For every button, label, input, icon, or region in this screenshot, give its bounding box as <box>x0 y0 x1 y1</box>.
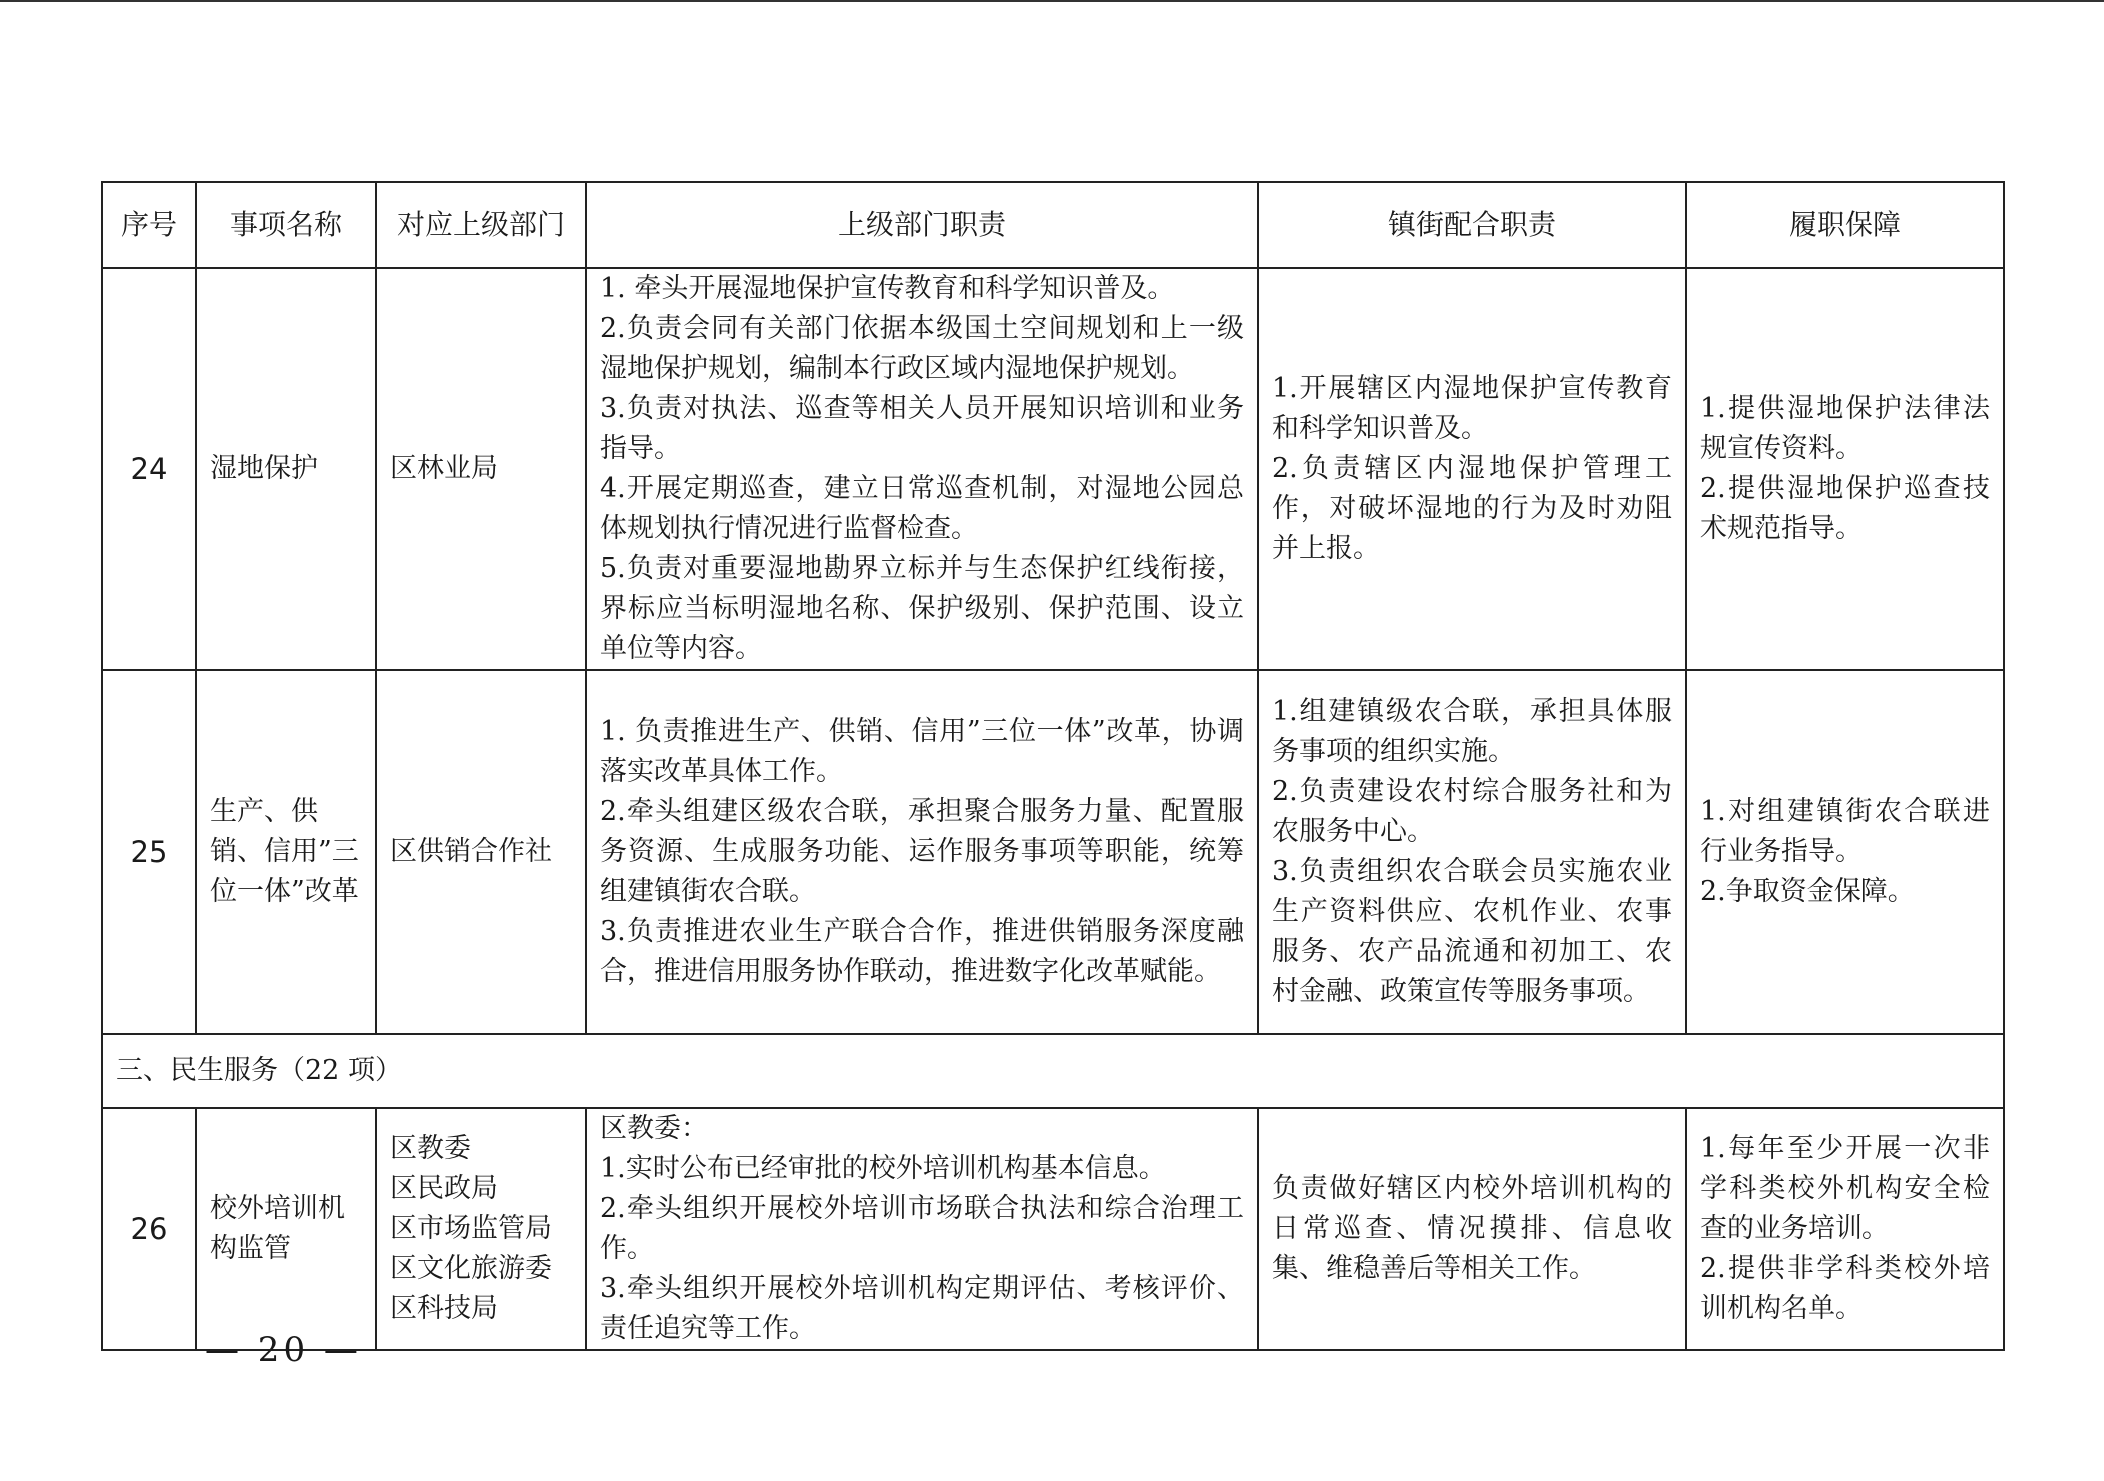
guarantee-line: 1.每年至少开展一次非学科类校外机构安全检查的业务培训。 <box>1700 1133 1990 1244</box>
row-town-duty <box>1258 670 1686 1034</box>
row-no: 26 <box>102 1108 196 1350</box>
row-guarantee <box>1686 670 2004 1034</box>
dept-line: 区林业局 <box>390 453 498 484</box>
guarantee-line: 2.提供非学科类校外培训机构名单。 <box>1700 1253 1990 1324</box>
header-upper-duty: 上级部门职责 <box>586 182 1258 268</box>
header-town-duty: 镇街配合职责 <box>1258 182 1686 268</box>
duty-line: 2.负责会同有关部门依据本级国土空间规划和上一级湿地保护规划，编制本行政区域内湿地保护规划。 <box>600 313 1244 384</box>
header-no: 序号 <box>102 182 196 268</box>
dept-line: 区民政局 <box>390 1173 498 1204</box>
header-dept: 对应上级部门 <box>376 182 586 268</box>
section-heading: 三、民生服务（22 项） <box>102 1034 2004 1108</box>
duty-line: 2.牵头组建区级农合联，承担聚合服务力量、配置服务资源、生成服务功能、运作服务事项等职能，统筹组建镇街农合联。 <box>600 796 1244 907</box>
guarantee-line: 1.对组建镇街农合联进行业务指导。 <box>1700 796 1990 867</box>
header-guarantee: 履职保障 <box>1686 182 2004 268</box>
row-guarantee <box>1686 268 2004 670</box>
row-dept <box>376 1108 586 1350</box>
duty-line: 4.开展定期巡查，建立日常巡查机制，对湿地公园总体规划执行情况进行监督检查。 <box>600 473 1244 544</box>
duty-line: 1. 负责推进生产、供销、信用”三位一体”改革，协调落实改革具体工作。 <box>600 716 1244 787</box>
duty-line: 1.组建镇级农合联，承担具体服务事项的组织实施。 <box>1272 696 1672 767</box>
dept-line: 区科技局 <box>390 1293 498 1324</box>
table-row <box>102 268 2004 670</box>
duty-line: 1. 牵头开展湿地保护宣传教育和科学知识普及。 <box>600 273 1175 304</box>
table-row <box>102 670 2004 1034</box>
top-border-line <box>0 0 2104 2</box>
duty-line: 3.牵头组织开展校外培训机构定期评估、考核评价、责任追究等工作。 <box>600 1273 1244 1344</box>
duty-line: 2.牵头组织开展校外培训市场联合执法和综合治理工作。 <box>600 1193 1244 1264</box>
section-row <box>102 1034 2004 1108</box>
row-upper-duty <box>586 268 1258 670</box>
duty-line: 3.负责组织农合联会员实施农业生产资料供应、农机作业、农事服务、农产品流通和初加工、农村金融、政策宣传等服务事项。 <box>1272 856 1672 1007</box>
duty-line: 3.负责推进农业生产联合合作，推进供销服务深度融合，推进信用服务协作联动，推进数字化改革赋能。 <box>600 916 1244 987</box>
row-item-name: 生产、供销、信用”三位一体”改革 <box>196 670 376 1034</box>
duty-line: 区教委： <box>600 1113 708 1144</box>
dept-line: 区文化旅游委 <box>390 1253 552 1284</box>
table-row <box>102 1108 2004 1350</box>
row-no: 24 <box>102 268 196 670</box>
duty-line: 5.负责对重要湿地勘界立标并与生态保护红线衔接，界标应当标明湿地名称、保护级别、保护范围、设立单位等内容。 <box>600 553 1244 664</box>
guarantee-line: 2.争取资金保障。 <box>1700 876 1915 907</box>
row-town-duty <box>1258 268 1686 670</box>
row-item-name: 校外培训机构监管 <box>196 1108 376 1350</box>
duty-line: 2.负责建设农村综合服务社和为农服务中心。 <box>1272 776 1672 847</box>
duty-line: 1.实时公布已经审批的校外培训机构基本信息。 <box>600 1153 1166 1184</box>
row-dept <box>376 670 586 1034</box>
duty-line: 3.负责对执法、巡查等相关人员开展知识培训和业务指导。 <box>600 393 1244 464</box>
table-header <box>102 182 2004 268</box>
row-guarantee <box>1686 1108 2004 1350</box>
dept-line: 区教委 <box>390 1133 471 1164</box>
header-row <box>102 182 2004 268</box>
row-item-name: 湿地保护 <box>196 268 376 670</box>
row-dept <box>376 268 586 670</box>
dept-line: 区市场监管局 <box>390 1213 552 1244</box>
duty-line: 2.负责辖区内湿地保护管理工作，对破坏湿地的行为及时劝阻并上报。 <box>1272 453 1672 564</box>
page-number: — 20 — <box>205 1330 362 1370</box>
duty-line: 1.开展辖区内湿地保护宣传教育和科学知识普及。 <box>1272 373 1672 444</box>
guarantee-line: 1.提供湿地保护法律法规宣传资料。 <box>1700 393 1990 464</box>
row-town-duty <box>1258 1108 1686 1350</box>
header-item-name: 事项名称 <box>196 182 376 268</box>
guarantee-line: 2.提供湿地保护巡查技术规范指导。 <box>1700 473 1990 544</box>
duty-table <box>101 181 2005 1351</box>
row-no: 25 <box>102 670 196 1034</box>
row-upper-duty <box>586 670 1258 1034</box>
duty-line: 负责做好辖区内校外培训机构的日常巡查、情况摸排、信息收集、维稳善后等相关工作。 <box>1272 1173 1672 1284</box>
row-upper-duty <box>586 1108 1258 1350</box>
dept-line: 区供销合作社 <box>390 836 552 867</box>
